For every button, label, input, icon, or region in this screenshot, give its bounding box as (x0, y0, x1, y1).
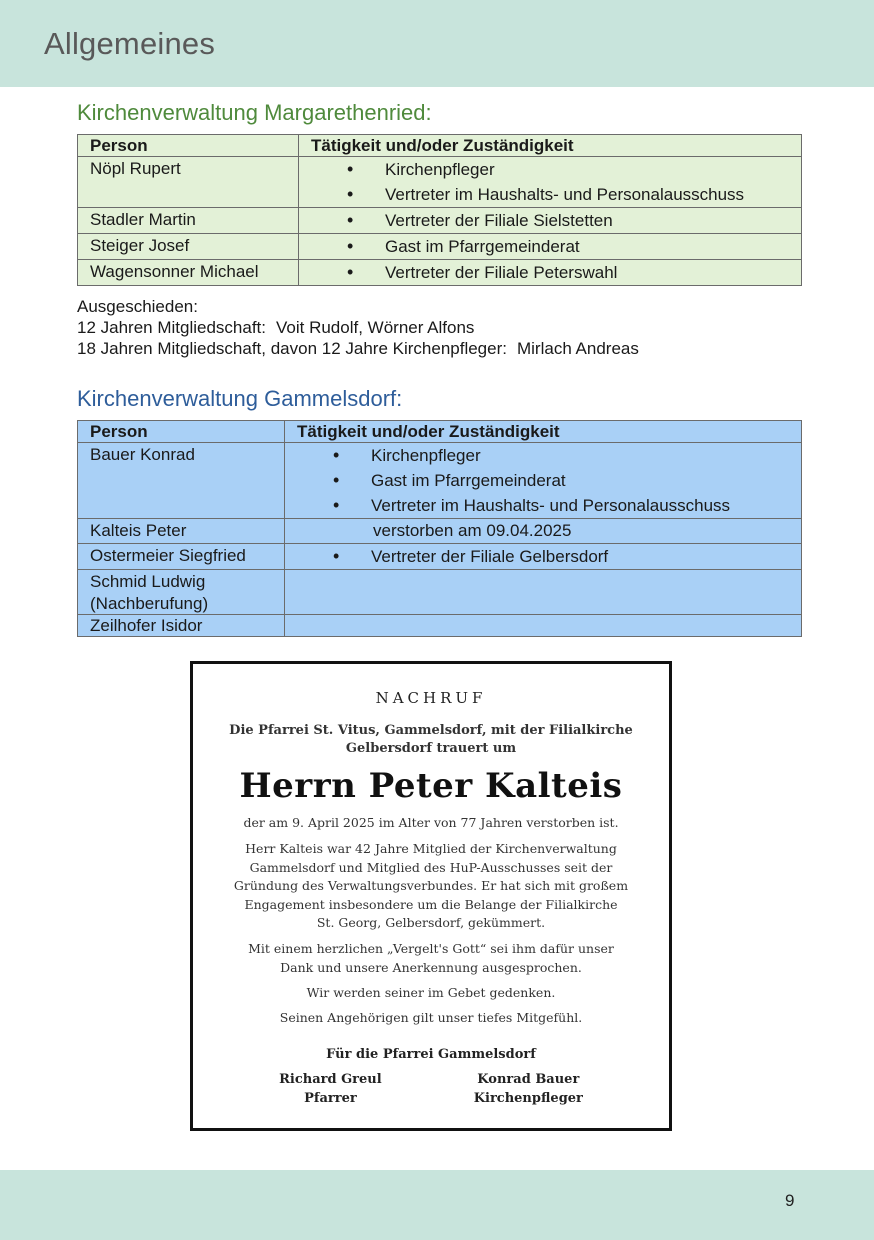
duty-item: • Vertreter der Filiale Peterswahl (311, 260, 789, 285)
table-row (78, 615, 802, 637)
duties-cell (299, 234, 802, 260)
deceased-note: verstorben am 09.04.2025 (373, 521, 572, 540)
obituary-condolence: Seinen Angehörigen gilt unser tiefes Mitgefühl. (279, 1009, 583, 1025)
table-row (78, 519, 802, 544)
obituary-signatures (193, 1070, 669, 1108)
person-cell: Zeilhofer Isidor (78, 615, 285, 637)
duty-item: • Vertreter im Haushalts- und Personalausschuss (311, 182, 789, 207)
table-row (78, 157, 802, 208)
column-header-person: Person (78, 421, 285, 443)
obituary-notice (190, 661, 672, 1131)
signature-block (279, 1070, 382, 1108)
table-margarethenried (77, 134, 802, 286)
duties-cell (285, 519, 802, 544)
table-header-row (78, 135, 802, 157)
obituary-body-line: St. Georg, Gelbersdorf, gekümmert. (316, 915, 546, 930)
obituary-death-line: der am 9. April 2025 im Alter von 77 Jahren verstorben ist. (243, 815, 619, 830)
page-number: 9 (785, 1191, 795, 1210)
duty-item: • Gast im Pfarrgemeinderat (311, 234, 789, 259)
obituary-name: Herrn Peter Kalteis (239, 766, 623, 806)
departed-line (77, 317, 639, 338)
signature-role: Kirchenpfleger (473, 1090, 583, 1106)
obituary-heading: NACHRUF (375, 689, 487, 707)
duties-cell (299, 260, 802, 286)
obituary-body-line: Gammelsdorf und Mitglied des HuP-Ausschusses seit der (249, 859, 613, 875)
obituary-thanks-line: Dank und unsere Anerkennung ausgesprochen. (280, 959, 582, 975)
obituary-intro-line: Die Pfarrei St. Vitus, Gammelsdorf, mit der Filialkirche (229, 723, 633, 738)
duty-item: • Kirchenpfleger (297, 443, 789, 468)
person-cell: Bauer Konrad (78, 443, 285, 519)
person-cell: Steiger Josef (78, 234, 299, 260)
person-cell (78, 570, 285, 615)
person-note: (Nachberufung) (90, 594, 209, 613)
page-title: Allgemeines (44, 26, 216, 61)
person-cell: Ostermeier Siegfried (78, 544, 285, 570)
table-header-row (78, 421, 802, 443)
departed-line-label: 12 Jahren Mitgliedschaft: (77, 318, 266, 337)
signature-name: Konrad Bauer (477, 1071, 580, 1087)
duties-cell (285, 570, 802, 615)
signature-role: Pfarrer (304, 1090, 357, 1106)
section-title-gammelsdorf: Kirchenverwaltung Gammelsdorf: (77, 386, 403, 411)
obituary-intro (193, 722, 669, 758)
obituary-body-line: Gründung des Verwaltungsverbundes. Er hat sich mit großem (233, 878, 629, 893)
person-cell: Stadler Martin (78, 208, 299, 234)
duty-item: • Vertreter der Filiale Sielstetten (311, 208, 789, 233)
departed-line (77, 338, 639, 359)
duties-cell (299, 208, 802, 234)
person-cell: Nöpl Rupert (78, 157, 299, 208)
departed-line-label: 18 Jahren Mitgliedschaft, davon 12 Jahre Kirchenpfleger: (77, 339, 507, 358)
duty-item: • Vertreter im Haushalts- und Personalausschuss (297, 493, 789, 518)
column-header-taetigkeit: Tätigkeit und/oder Zuständigkeit (299, 135, 802, 157)
departed-label: Ausgeschieden: (77, 297, 198, 316)
duties-cell (285, 615, 802, 637)
duty-item: • Vertreter der Filiale Gelbersdorf (297, 544, 789, 569)
table-row (78, 234, 802, 260)
duties-cell (285, 544, 802, 570)
obituary-thanks-line: Mit einem herzlichen „Vergelt's Gott“ sei ihm dafür unser (248, 940, 614, 956)
obituary-body (193, 840, 669, 933)
obituary-prayer: Wir werden seiner im Gebet gedenken. (306, 984, 556, 1000)
obituary-body-line: Herr Kalteis war 42 Jahre Mitglied der Kirchenverwaltung (245, 841, 617, 856)
duty-item: • Kirchenpfleger (311, 157, 789, 182)
departed-line-names: Mirlach Andreas (516, 339, 639, 358)
column-header-taetigkeit: Tätigkeit und/oder Zuständigkeit (285, 421, 802, 443)
table-gammelsdorf (77, 420, 802, 637)
table-row (78, 260, 802, 286)
table-row (78, 544, 802, 570)
duties-cell (285, 443, 802, 519)
table-row (78, 208, 802, 234)
signature-block (474, 1070, 583, 1108)
column-header-person: Person (78, 135, 299, 157)
departed-line-names: Voit Rudolf, Wörner Alfons (276, 318, 475, 337)
obituary-body-line: Engagement insbesondere um die Belange der Filialkirche (244, 896, 618, 912)
person-cell: Kalteis Peter (78, 519, 285, 544)
duty-item: • Gast im Pfarrgemeinderat (297, 468, 789, 493)
obituary-thanks (193, 939, 669, 977)
footer-band (0, 1170, 874, 1240)
section-title-margarethenried: Kirchenverwaltung Margarethenried: (77, 100, 432, 125)
duties-cell (299, 157, 802, 208)
person-name: Schmid Ludwig (90, 572, 206, 591)
departed-members (77, 296, 639, 359)
obituary-for-line: Für die Pfarrei Gammelsdorf (326, 1046, 536, 1062)
person-cell: Wagensonner Michael (78, 260, 299, 286)
signature-name: Richard Greul (279, 1071, 382, 1087)
table-row (78, 443, 802, 519)
obituary-intro-line: Gelbersdorf trauert um (345, 741, 517, 756)
table-row (78, 570, 802, 615)
